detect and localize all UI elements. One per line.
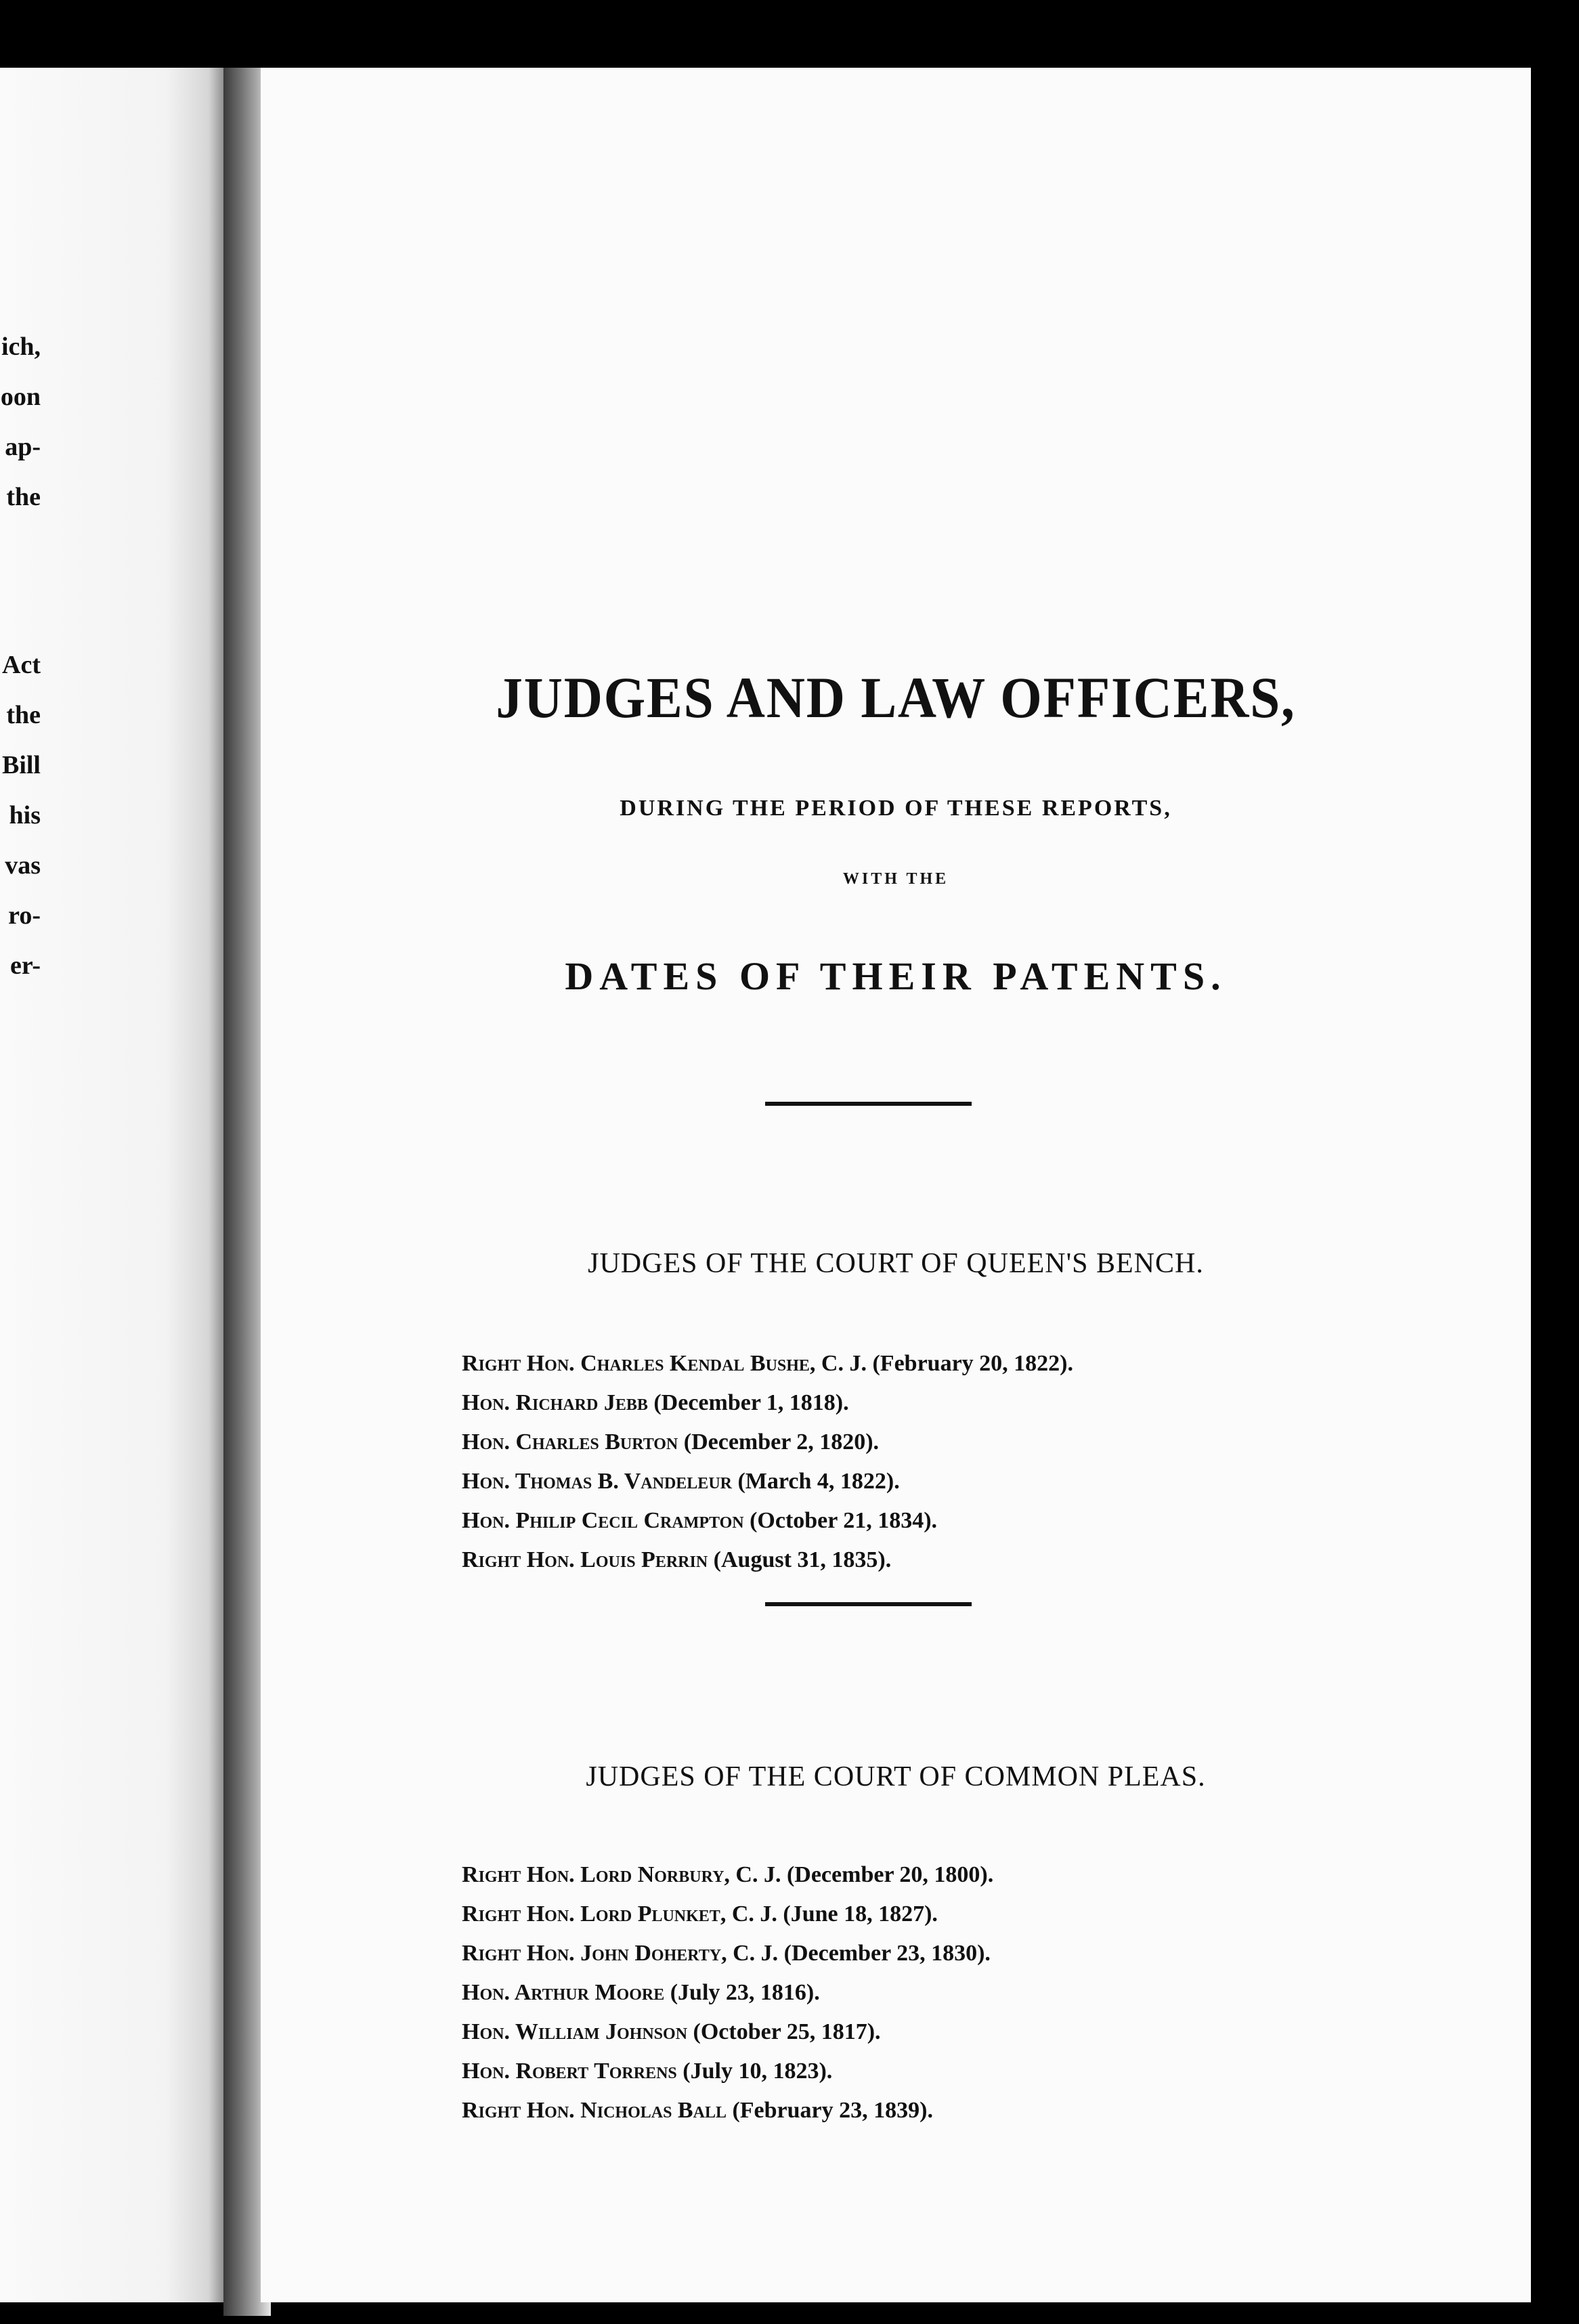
- judge-name: Hon. Robert Torrens: [462, 2059, 677, 2084]
- judge-list-common-pleas: [462, 1855, 993, 2130]
- left-margin-word: ich,: [1, 332, 41, 361]
- patent-date: (October 21, 1834).: [750, 1508, 938, 1533]
- patent-date: (February 20, 1822).: [872, 1351, 1073, 1376]
- patent-date: (July 10, 1823).: [683, 2059, 833, 2084]
- patent-date: (July 23, 1816).: [670, 1980, 820, 2005]
- left-margin-word: Bill: [1, 751, 41, 779]
- list-item: [462, 1895, 993, 1934]
- judge-name: Right Hon. Charles Kendal Bushe, C. J.: [462, 1351, 867, 1376]
- list-item: [462, 1855, 993, 1895]
- judge-name: Hon. Philip Cecil Crampton: [462, 1508, 744, 1533]
- list-item: [462, 2091, 993, 2130]
- list-item: [462, 1973, 993, 2013]
- list-item: [462, 2013, 993, 2052]
- patent-date: (December 23, 1830).: [783, 1941, 991, 1966]
- list-item: [462, 1344, 1073, 1383]
- right-page: [261, 68, 1531, 2302]
- list-item: [462, 1423, 1073, 1462]
- patent-date: (August 31, 1835).: [713, 1547, 892, 1572]
- patent-date: (June 18, 1827).: [783, 1901, 938, 1927]
- patent-date: (March 4, 1822).: [737, 1469, 900, 1494]
- left-margin-word: oon: [0, 383, 41, 411]
- left-margin-word: ap-: [5, 433, 41, 461]
- section-divider: [765, 1102, 972, 1106]
- left-margin-word: ro-: [8, 901, 41, 930]
- list-item: [462, 2052, 993, 2091]
- page-title: JUDGES AND LAW OFFICERS,: [496, 665, 1296, 730]
- section-heading-common-pleas: JUDGES OF THE COURT OF COMMON PLEAS.: [586, 1761, 1206, 1792]
- patent-date: (October 25, 1817).: [693, 2019, 881, 2044]
- patent-date: (February 23, 1839).: [732, 2098, 933, 2123]
- list-item: [462, 1934, 993, 1973]
- list-item: [462, 1501, 1073, 1541]
- left-margin-word: the: [6, 701, 41, 729]
- judge-name: Right Hon. Lord Plunket, C. J.: [462, 1901, 777, 1927]
- left-margin-word: er-: [10, 951, 41, 980]
- section-heading-queens-bench: JUDGES OF THE COURT OF QUEEN'S BENCH.: [588, 1248, 1204, 1279]
- judge-name: Hon. Charles Burton: [462, 1429, 678, 1455]
- judge-name: Right Hon. Louis Perrin: [462, 1547, 708, 1572]
- judge-name: Hon. Thomas B. Vandeleur: [462, 1469, 732, 1494]
- judge-name: Hon. Richard Jebb: [462, 1390, 648, 1415]
- patent-date: (December 1, 1818).: [653, 1390, 849, 1415]
- judge-name: Right Hon. Nicholas Ball: [462, 2098, 727, 2123]
- judge-name: Hon. Arthur Moore: [462, 1980, 665, 2005]
- judge-list-queens-bench: [462, 1344, 1073, 1580]
- left-margin-word: vas: [5, 851, 41, 880]
- left-margin-word: the: [6, 483, 41, 511]
- page-subtitle: DURING THE PERIOD OF THESE REPORTS,: [620, 796, 1172, 821]
- left-margin-word: Act: [2, 651, 41, 679]
- section-divider: [765, 1602, 972, 1606]
- list-item: [462, 1462, 1073, 1501]
- patent-date: (December 2, 1820).: [683, 1429, 880, 1455]
- list-item: [462, 1383, 1073, 1423]
- left-page-text-fragment-2: [0, 640, 41, 991]
- judge-name: Hon. William Johnson: [462, 2019, 688, 2044]
- judge-name: Right Hon. Lord Norbury, C. J.: [462, 1862, 781, 1887]
- left-margin-word: his: [9, 801, 41, 830]
- judge-name: Right Hon. John Doherty, C. J.: [462, 1941, 779, 1966]
- with-the-line: WITH THE: [842, 870, 949, 888]
- patent-date: (December 20, 1800).: [786, 1862, 994, 1887]
- left-page-text-fragment-1: [0, 322, 41, 522]
- list-item: [462, 1541, 1073, 1580]
- dates-heading: DATES OF THEIR PATENTS.: [565, 954, 1227, 998]
